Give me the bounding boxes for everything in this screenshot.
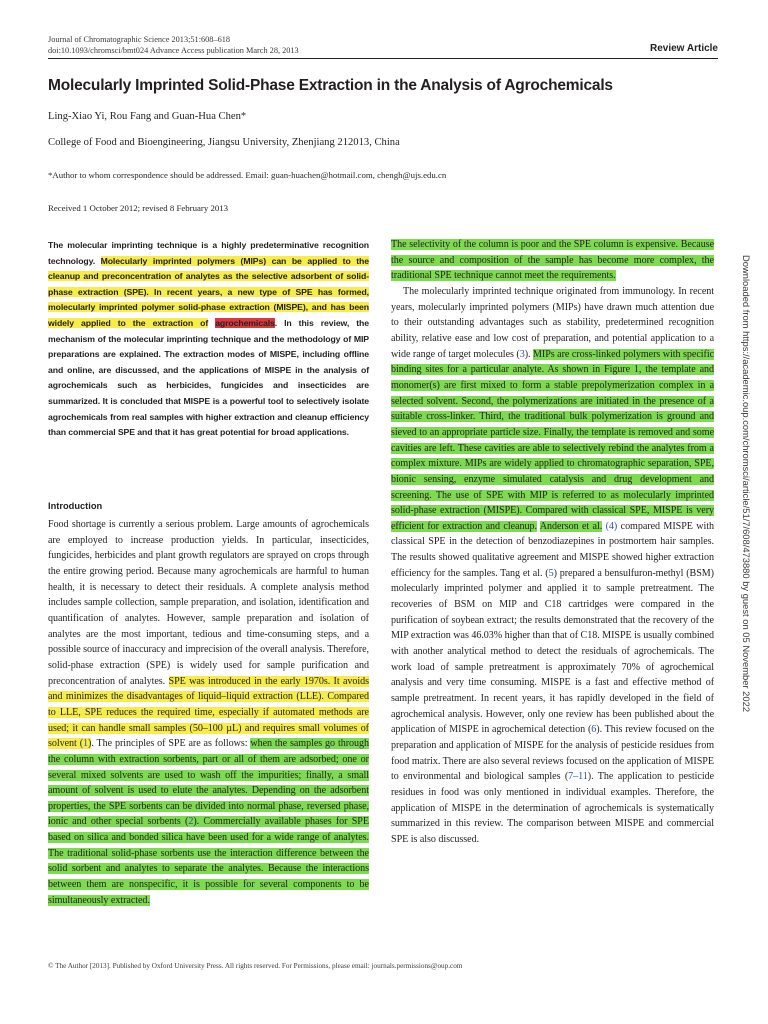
- article-title: Molecularly Imprinted Solid-Phase Extraction in the Analysis of Agrochemicals: [48, 77, 613, 94]
- introduction-heading: Introduction: [48, 501, 103, 511]
- abstract-highlight-yellow: Molecularly imprinted polymers (MIPs) can be applied to the cleanup and preconcentration of analytes as the selective adsorbent of solid-phase extraction (SPE). In recent years, a new type of SPE has formed, molecularly imprinted polymer solid-phase extraction (MISPE), and has been widely applied to the extraction of: [48, 255, 369, 328]
- right-highlight-green-mips: MIPs are cross-linked polymers with specific binding sites for a particular analyte. As shown in Figure 1, the template and monomer(s) are first mixed to form a stable prepolymerization complex in a selected solvent. Second, the polymerizations are initiated in the presence of a suitable cross-linker. Third, the traditional bulk polymerization is ground and sieved to an appropriate particle size. Finally, the template is removed and some cavities are left. These cavities are able to selectively rebind the analytes from a complex mixture. MIPs are widely applied to chromatographic separation, SPE, bionic sensing, enzyme simulated catalysis and drug development and screening. The use of SPE with MIP is referred to as molecularly imprinted solid-phase extraction (MISPE). Compared with classical SPE, MISPE is very efficient for extraction and cleanup.: [391, 348, 714, 532]
- intro-highlight-green: [48, 738, 369, 906]
- right-text-compared: compared MISPE with classical SPE in the detection of benzodiazepines in postmortem hair samples. The results showed qualitative agreement and MISPE showed higher extraction efficiency for the samples. Tang et al. (: [391, 520, 715, 579]
- download-watermark: Downloaded from https://academic.oup.com/chromsci/article/51/7/608/473880 by guest on 05 November 2022: [741, 255, 752, 713]
- left-column-body: [48, 517, 369, 908]
- intro-highlight-green-text: when the samples go through the column with extraction sorbents, part or all of them are adsorbed; one or several mixed solvents are used to wash off the impurities; finally, a small amount of solvent is used to elute the analytes. Depending on the adsorbent properties, the SPE sorbents can be divided into normal phase, reversed phase, ionic and other special sorbents (: [48, 738, 369, 828]
- author-affiliation: College of Food and Bioengineering, Jiangsu University, Zhenjiang 212013, China: [48, 137, 400, 148]
- abstract: [48, 238, 369, 441]
- right-highlight-green-anderson: [540, 521, 602, 532]
- citation-link-2[interactable]: 2: [188, 816, 194, 828]
- right-paragraph-text: The molecularly imprinted technique originated from immunology. In recent years, molecularly imprinted polymers (MIPs) have drawn much attention due to their outstanding advantages such as stability, predetermined recognition ability, relative ease and low cost of preparation, and potential application to a wide range of target molecules (: [391, 285, 714, 360]
- intro-text-principles: . The principles of SPE are as follows:: [91, 738, 251, 750]
- right-text-close: ).: [524, 348, 533, 360]
- received-dates: Received 1 October 2012; revised 8 February 2013: [48, 203, 229, 213]
- abstract-text-end: . In this review, the mechanism of the molecular imprinting technique and the methodology of MIP preparations are explained. The extraction modes of MISPE, including offline and online, are discussed, and the applications of MISPE in the analysis of agrochemicals such as herbicides, fungicides and insecticides are summarized. It is concluded that MISPE is a powerful tool to selectively isolate agrochemicals from real samples with higher extraction and cleanup efficiency than commercial SPE and that it has great potential for broad applications.: [48, 317, 369, 438]
- abstract-text: The molecular imprinting technique is a highly predeterminative recognition technology.: [48, 240, 369, 266]
- right-text-bsm: ) prepared a bensulfuron-methyl (BSM) molecularly imprinted polymer and applied it to sample pretreatment. The recoveries of BSM on MIP and C18 cartridges were compared in the purification of soybean extract; the results demonstrated that the recovery of the MIP extraction was 46.03% higher than that of C18. MISPE is usually combined with another analytical method to detect the residuals of agrochemicals. The work load of sample pretreatment is approximately 70% of agrochemical analysis and very time consuming. MISPE is a fast and effective method of sample pretreatment. In recent years, it has rapidly developed in the field of agrochemical analysis. However, only one review has been published about the application of MISPE in agrochemical detection (: [391, 567, 714, 736]
- header-divider: [48, 58, 718, 59]
- journal-header: [48, 34, 299, 56]
- intro-highlight-yellow-close: ): [88, 738, 92, 750]
- intro-paragraph-text: Food shortage is currently a serious problem. Large amounts of agrochemicals are employed to increase production yields. In particular, insecticides, fungicides, herbicides and plant growth regulators are sprayed on crops through the entire growing period. Because many agrochemicals are harmful to human health, it is necessary to detect their residuals. A complete analysis method includes sample collection, sample preparation, and isolation, identification and quantification of analytes. However, sample preparation and isolation of analytes are the most important, tedious and time-consuming steps, and a possible source of inaccuracy and imprecision of the overall analysis. Therefore, solid-phase extraction (SPE) is widely used for sample purification and preconcentration of analytes.: [48, 519, 369, 687]
- intro-highlight-green-text-end: ). Commercially available phases for SPE based on silica and bonded silica have been used for a wide range of analytes. The traditional solid-phase sorbents use the interaction difference between the solid sorbent and analytes to separate the analytes. Because the interactions between them are nonspecific, it is possible for several components to be simultaneously extracted.: [48, 816, 369, 906]
- intro-highlight-yellow-text: SPE was introduced in the early 1970s. It avoids and minimizes the disadvantages of liquid–liquid extraction (LLE). Compared to LLE, SPE reduces the required time, especially if automated methods are used; it can handle small samples (50–100 µL) and requires small volumes of solvent (: [48, 675, 369, 750]
- citation-link-7-11[interactable]: 7–11: [568, 771, 588, 783]
- article-type-label: Review Article: [650, 43, 718, 54]
- anderson-citation-text: Anderson et al.: [539, 520, 603, 532]
- citation-link-5[interactable]: 5: [548, 567, 554, 579]
- right-highlight-green-top: The selectivity of the column is poor and the SPE column is expensive. Because the source and composition of the sample has become more complex, the traditional SPE technique cannot meet the requirements.: [391, 239, 714, 282]
- doi-line: doi:10.1093/chromsci/bmt024 Advance Access publication March 28, 2013: [48, 46, 299, 55]
- citation-link-3[interactable]: 3: [519, 348, 525, 360]
- journal-citation: Journal of Chromatographic Science 2013;51:608–618: [48, 35, 231, 44]
- citation-link-6[interactable]: 6: [591, 724, 597, 736]
- citation-link-1[interactable]: 1: [83, 738, 89, 750]
- copyright-footer: © The Author [2013]. Published by Oxford University Press. All rights reserved. For Permissions, please email: journals.permissions@oup.com: [48, 962, 463, 970]
- abstract-highlight-red: agrochemicals: [215, 317, 275, 328]
- correspondence-note: *Author to whom correspondence should be addressed. Email: guan-huachen@hotmail.com, chengh@ujs.edu.cn: [48, 170, 447, 180]
- author-list: Ling-Xiao Yi, Rou Fang and Guan-Hua Chen*: [48, 111, 247, 122]
- right-text-review: ). This review focused on the preparation and application of MISPE for the analysis of pesticide residues from food matrix. There are also several reviews focused on the application of MISPE to environmental and biological samples (: [391, 724, 714, 783]
- citation-link-4[interactable]: (4): [602, 520, 618, 532]
- right-text-end: ). The application to pesticide residues in food was only mentioned in individual examples. Therefore, the application of MISPE in the determination of agrochemicals is systematically summarized in this review. The comparison between MISPE and commercial SPE is also discussed.: [391, 771, 715, 845]
- right-column-body: [391, 237, 714, 848]
